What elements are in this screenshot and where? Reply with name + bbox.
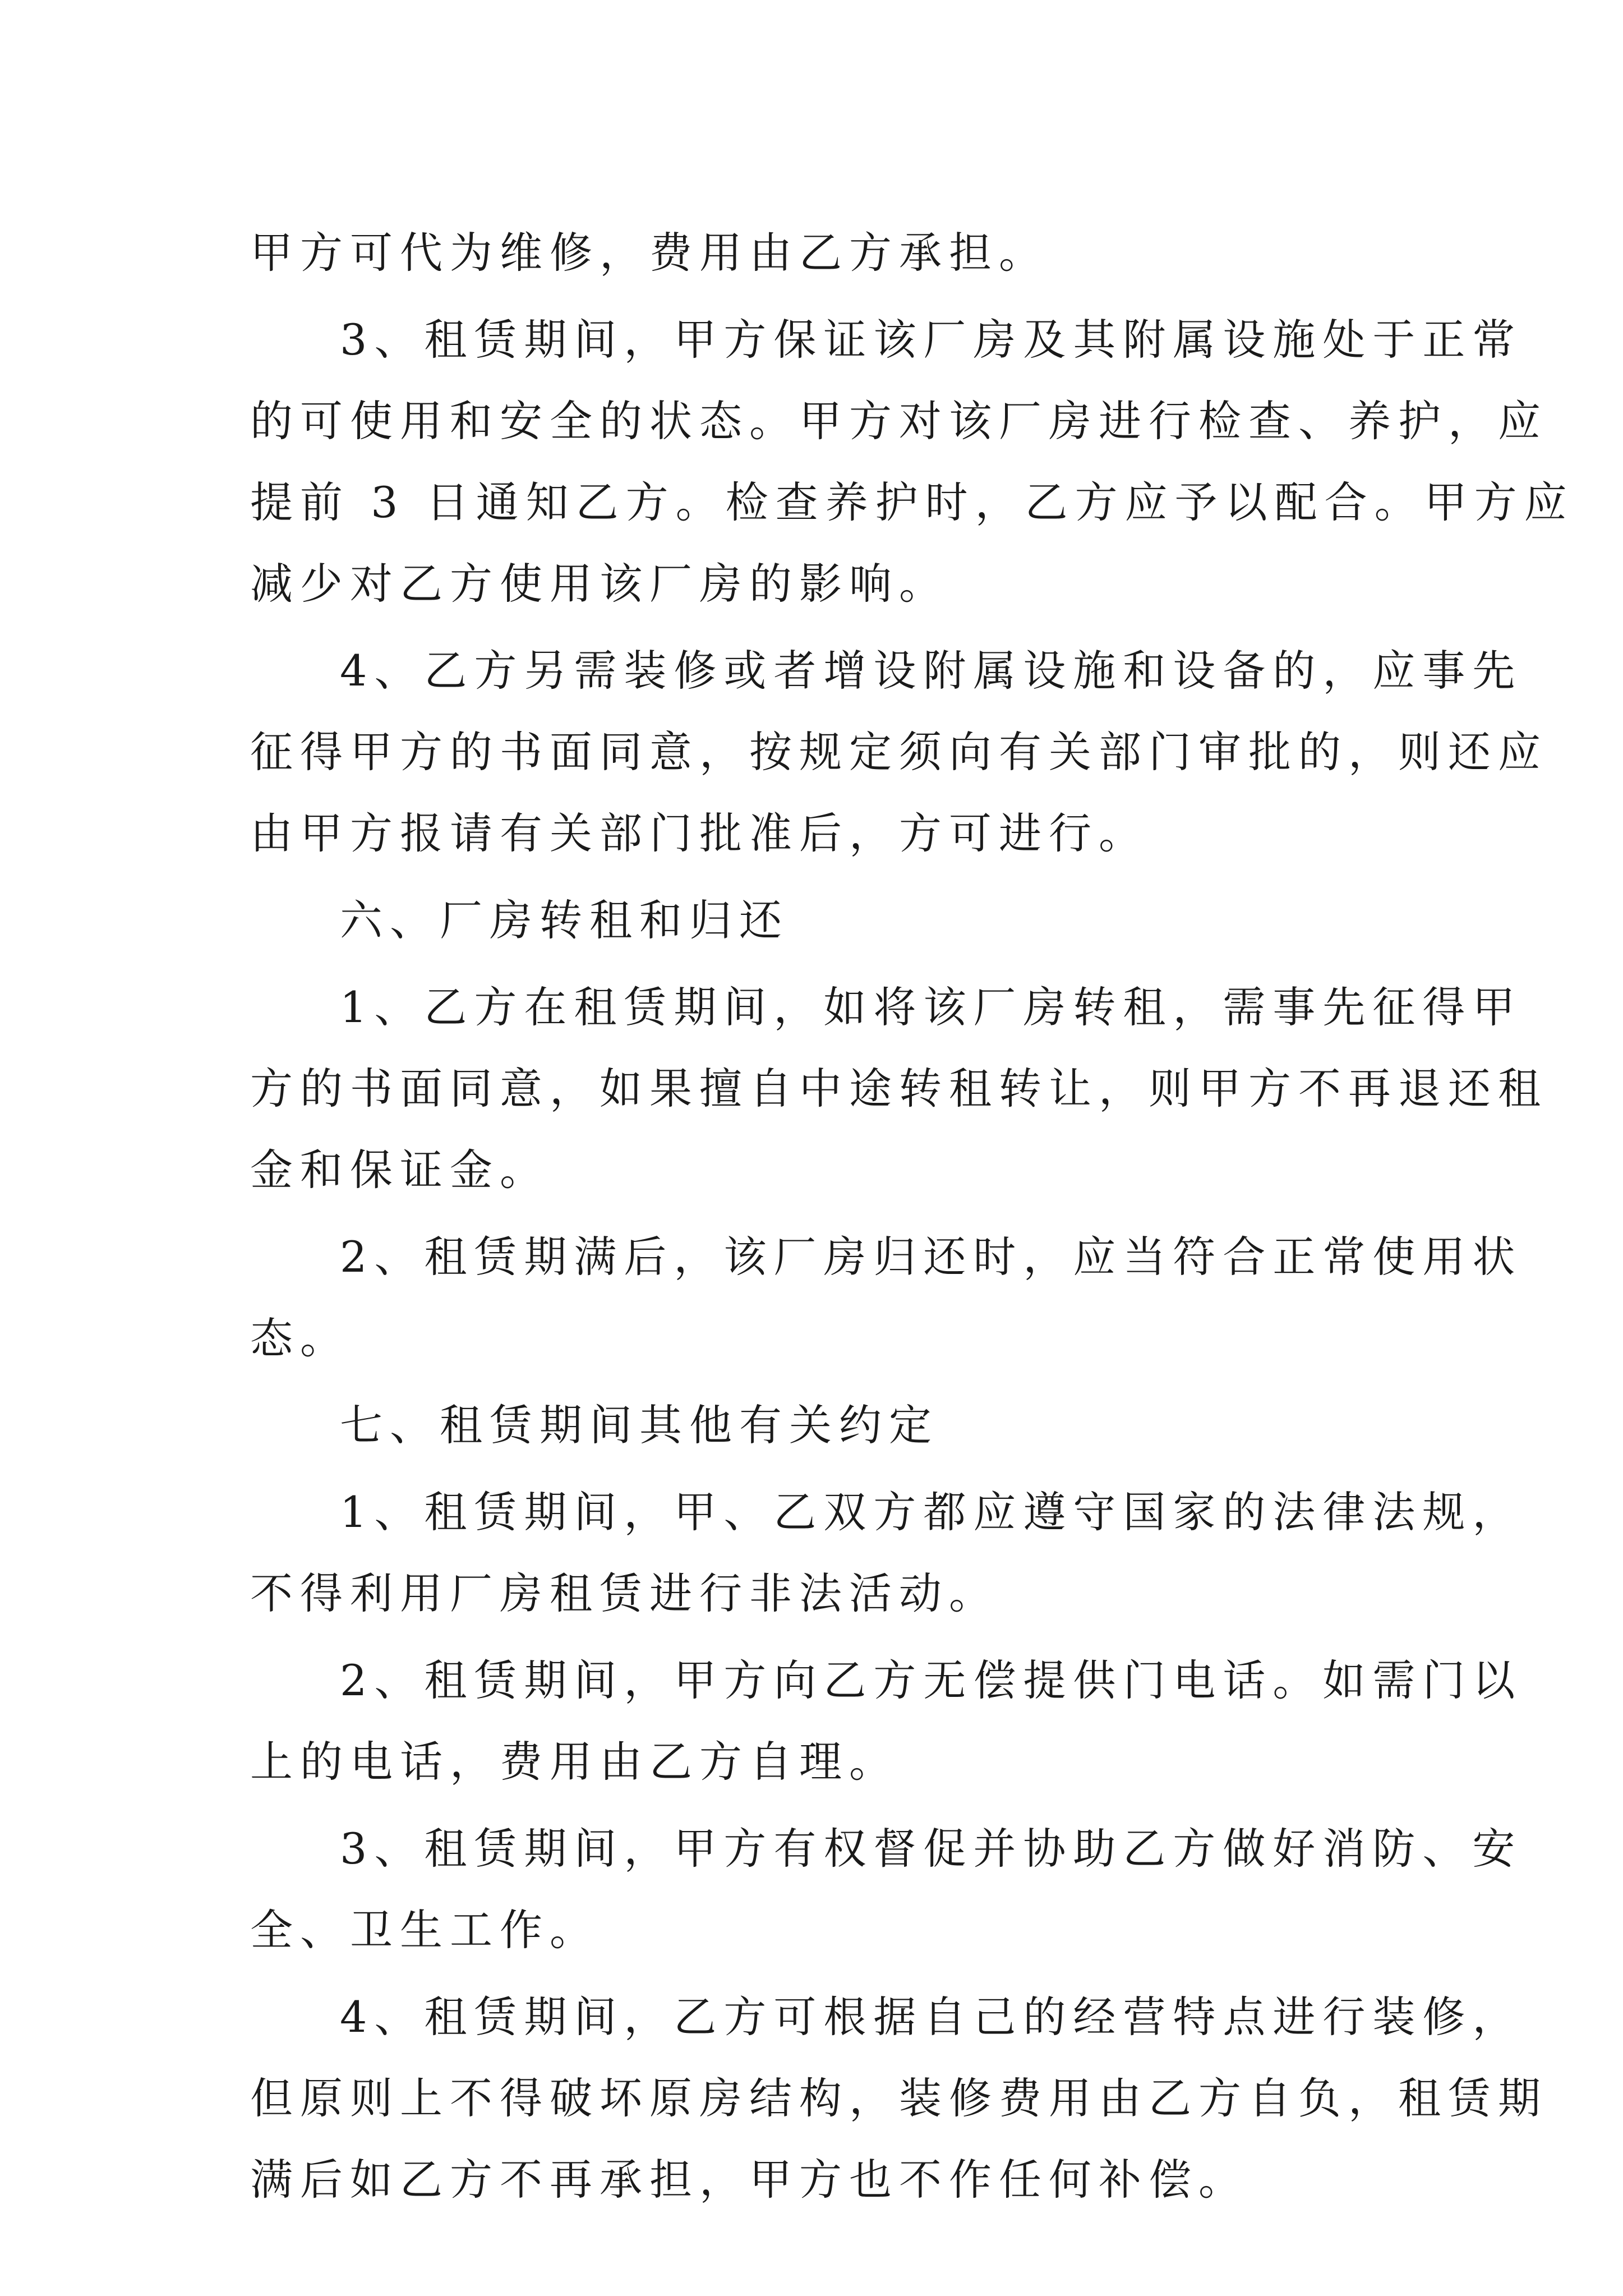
- paragraph-first-line: 3、租赁期间，甲方保证该厂房及其附属设施处于正常: [340, 315, 1523, 365]
- paragraph-first-line: 七、租赁期间其他有关约定: [340, 1400, 939, 1450]
- paragraph-line: 甲方可代为维修，费用由乙方承担。: [250, 228, 1049, 278]
- paragraph-first-line: 2、租赁期间，甲方向乙方无偿提供门电话。如需门以: [340, 1655, 1523, 1705]
- paragraph-first-line: 4、租赁期间，乙方可根据自己的经营特点进行装修，: [340, 1992, 1523, 2042]
- paragraph-spacer: [250, 1379, 1386, 1384]
- paragraph-line: 由甲方报请有关部门批准后，方可进行。: [250, 808, 1149, 858]
- paragraph-first-line: 1、租赁期间，甲、乙双方都应遵守国家的法律法规，: [340, 1487, 1523, 1537]
- paragraph-line: 的可使用和安全的状态。甲方对该厂房进行检查、养护，应: [250, 396, 1548, 446]
- paragraph-line: 金和保证金。: [250, 1145, 550, 1195]
- paragraph-spacer: [250, 1802, 1386, 1808]
- document-body: [250, 212, 1574, 2220]
- paragraph-first-line: 2、租赁期满后，该厂房归还时，应当符合正常使用状: [340, 1232, 1523, 1282]
- paragraph-first-line: 3、租赁期间，甲方有权督促并协助乙方做好消防、安: [340, 1824, 1523, 1874]
- paragraph-line: 但原则上不得破坏原房结构，装修费用由乙方自负，租赁期: [250, 2073, 1548, 2123]
- paragraph-line: 满后如乙方不再承担，甲方也不作任何补偿。: [250, 2155, 1248, 2205]
- paragraph-spacer: [250, 1211, 1386, 1216]
- paragraph-spacer: [250, 1634, 1386, 1640]
- paragraph-spacer: [250, 961, 1386, 967]
- paragraph-line: 征得甲方的书面同意，按规定须向有关部门审批的，则还应: [250, 727, 1548, 777]
- paragraph-first-line: 4、乙方另需装修或者增设附属设施和设备的，应事先: [340, 646, 1523, 696]
- paragraph-first-line: 六、厂房转租和归还: [340, 895, 789, 945]
- paragraph-first-line: 1、乙方在租赁期间，如将该厂房转租，需事先征得甲: [340, 982, 1523, 1032]
- paragraph-spacer: [250, 1971, 1386, 1976]
- paragraph-line: 态。: [250, 1313, 350, 1363]
- paragraph-spacer: [250, 1466, 1386, 1471]
- paragraph-line: 上的电话，费用由乙方自理。: [250, 1737, 899, 1787]
- paragraph-spacer: [250, 293, 1386, 299]
- paragraph-line: 全、卫生工作。: [250, 1905, 600, 1955]
- paragraph-line: 减少对乙方使用该厂房的影响。: [250, 559, 949, 609]
- paragraph-line: 提前 3 日通知乙方。检查养护时，乙方应予以配合。甲方应: [250, 477, 1574, 527]
- paragraph-line: 方的书面同意，如果擅自中途转租转让，则甲方不再退还租: [250, 1064, 1548, 1114]
- paragraph-spacer: [250, 874, 1386, 880]
- paragraph-line: 不得利用厂房租赁进行非法活动。: [250, 1568, 999, 1618]
- paragraph-spacer: [250, 624, 1386, 630]
